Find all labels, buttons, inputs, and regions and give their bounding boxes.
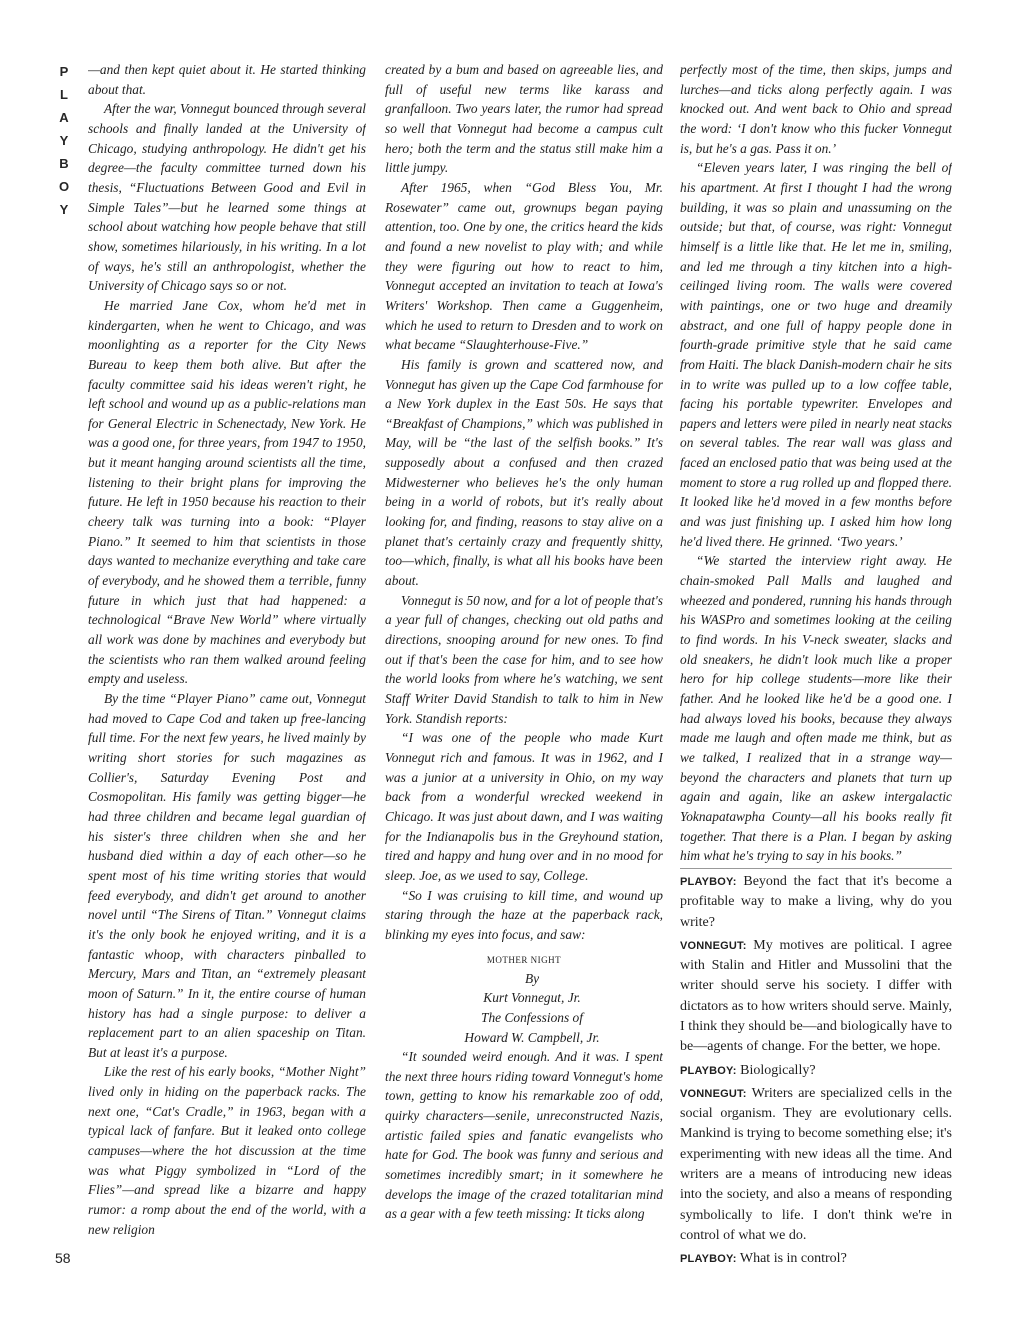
interview-entry xyxy=(680,872,952,933)
paragraph: By the time “Player Piano” came out, Vonnegut had moved to Cape Cod and taken up free-lancing full time. For the next few years, he lived mainly by writing short stories for such magazines as Collier's, Saturday Evening Post and Cosmopolitan. His family was getting bigger—he had three children and became legal guardian of his sister's three children when she and her husband died within a day of each other—so he spent most of his time writing stories that would feed everybody, and didn't get around to another novel until “The Sirens of Titan.” Vonnegut claims it's the only book he enjoyed writing, and it is a fantastic whoop, with characters pinballed to Mercury, Mars and Titan, an “extremely pleasant moon of Saturn.” In it, the entire course of human history has had a single purpose: to deliver a replacement part to an alien spaceship on Titan. But at least it's a purpose. xyxy=(88,691,366,1060)
sidebar-letter: B xyxy=(59,156,69,171)
paragraph: “It sounded weird enough. And it was. I spent the next three hours riding toward Vonnegut's home town, getting to know his remarkable zoo of odd, quirky characters—senile, unreconstructed Nazis, artistic failed spies and fanatic evangelists who hate for God. The book was funny and serious and sometimes incredibly smart; in it somewhere he develops the image of the crazed totalitarian mind as a gear with a few teeth missing: It ticks along xyxy=(385,1049,663,1222)
paragraph: He married Jane Cox, whom he'd met in kindergarten, when he went to Chicago, and was moonlighting as a reporter for the City News Bureau to keep them both alive. But after the faculty committee said his ideas weren't right, he left school and wound up as a public-relations man for General Electric in Schenectady, New York. He was a good one, for three years, from 1947 to 1950, but it meant hanging around scientists all the time, listening to their bright plans for improving the future. He left in 1950 because his reaction to their cheery talk was turning into a book: “Player Piano.” It seemed to him that scientists in those days wanted to mechanize everything and take care of everybody, and he showed them a terrible, funny future in which just that had happened: a technological “Brave New World” where virtually all work was done by machines and everybody but the scientists who ran them walked around feeling empty and useless. xyxy=(88,297,366,687)
sidebar-letter: O xyxy=(58,179,70,194)
book-author: Kurt Vonnegut, Jr. xyxy=(483,990,581,1006)
interview-text: Beyond the fact that it's become a profitable way to make a living, why do you write? xyxy=(680,873,952,930)
section-divider xyxy=(680,868,952,869)
interview-text: What is in control? xyxy=(739,1251,847,1267)
paragraph: “We started the interview right away. He chain-smoked Pall Malls and laughed and wheezed and pondered, running his hands through his WASPro and sometimes looking at the ceiling to find words. In his V-neck sweater, slacks and old sneakers, he didn't look much like a proper hero for hip college students—more like their father. And he looked like he'd be a good one. I had always loved his books, because they always made me laugh and often made me think, but as we talked, I realized that in a strange way—beyond the characters and planets that turn up again and again, like an askew intergalactic Yoknapatawpha County—all his books really fit together. That there is a Plan. I began by asking him what he's trying to say in his books.” xyxy=(680,553,952,864)
paragraph: After 1965, when “God Bless You, Mr. Rosewater” came out, grownups began paying attention, too. One by one, the critics heard the kids and found a new novelist to play with; and while they were figuring out how to react to him, Vonnegut accepted an invitation to teach at Iowa's Writers' Workshop. Then came a Guggenheim, which he used to return to Dresden and to work on what became “Slaughterhouse-Five.” xyxy=(385,179,663,353)
interview-entry xyxy=(680,1084,952,1246)
paragraph: Vonnegut is 50 now, and for a lot of people that's a year full of changes, checking out old paths and directions, snooping around for new ones. To find out if that's been the case for him, and to see how the world looks from where he's watching, we sent Staff Writer David Standish to talk to him in New York. Standish reports: xyxy=(385,592,663,726)
paragraph: “I was one of the people who made Kurt Vonnegut rich and famous. It was in 1962, and I was a junior at a university in Ohio, on my way back from a wonderful wrecked weekend in Chicago. It was just about dawn, and I was waiting for the Indianapolis bus in the Greyhound station, tired and happy and hung over and in no mood for sleep. Joe, as we used to say, College. xyxy=(385,730,663,883)
interview-entry xyxy=(680,936,952,1058)
book-by: By xyxy=(524,970,540,986)
sidebar-letter: Y xyxy=(59,133,69,148)
sidebar-letter: A xyxy=(59,110,69,125)
book-cover-quote xyxy=(385,951,663,1048)
interview-speaker: VONNEGUT: xyxy=(680,939,747,952)
book-subtitle: The Confessions of xyxy=(481,1009,583,1025)
paragraph: —and then kept quiet about it. He started thinking about that. xyxy=(88,62,366,97)
paragraph: Like the rest of his early books, “Mother Night” lived only in hiding on the paperback racks. The next one, “Cat's Cradle,” in 1963, began with a typical lack of fanfare. But it leaked onto college campuses—where the hot discussion at the time was what Piggy symbolized in “Lord of the Flies”—and spread like a bizarre and happy rumor: a romp about the end of the world, with a new religion xyxy=(88,1064,366,1237)
interview-speaker: PLAYBOY: xyxy=(680,875,737,888)
article-column-1 xyxy=(88,60,366,1290)
article-column-2 xyxy=(385,60,663,1290)
paragraph: His family is grown and scattered now, and Vonnegut has given up the Cape Cod farmhouse for a New York duplex in the East 50s. He says that “Breakfast of Champions,” which was published in May, will be “the last of the selfish books.” It's supposedly about a confused and then crazed Midwesterner who believes he's the only human being in a world of robots, but it's really about looking for, and finding, reasons to stay alive on a planet that's certainly crazy and frequently shitty, too—which, finally, is what all his books have been about. xyxy=(385,356,663,589)
sidebar-letter: P xyxy=(59,64,69,79)
paragraph: After the war, Vonnegut bounced through several schools and finally landed at the University of Chicago, studying anthropology. He didn't get his degree—the faculty committee turned down his thesis, “Fluctuations Between Good and Evil in Simple Tales”—but he learned some things at school about watching how people behave that still show, sometimes hilariously, in his writing. In a lot of ways, he's still an anthropologist, whether the University of Chicago says so or not. xyxy=(88,101,366,294)
paragraph: “So I was cruising to kill time, and wound up staring through the haze at the paperback rack, blinking my eyes into focus, and saw: xyxy=(385,887,663,942)
interview-text: Writers are specialized cells in the social organism. They are evolutionary cells. Mankind is trying to become something else; it's experimenting with new ideas all the time. And writers are a means of introducing new ideas into the society, and also a means of responding symbolically to life. I don't think we're in control of what we do. xyxy=(680,1085,952,1243)
article-column-3 xyxy=(680,60,952,1290)
book-subject: Howard W. Campbell, Jr. xyxy=(464,1029,600,1045)
paragraph: “Eleven years later, I was ringing the bell of his apartment. At first I thought I had the wrong building, it was so plain and unassuming on the outside; but that, of course, was right: Vonnegut himself is a little like that. He let me in, smiling, and led me through a tiny kitchen into a high-ceilinged living room. The walls were covered with paintings, one or two huge and dreamily abstract, and one full of happy people done in fourth-grade primitive style that he said came from Haiti. The black Danish-modern chair he sits in to write was pulled up to a low coffee table, facing his portable typewriter. Envelopes and papers and letters were piled in nearly neat stacks on several tables. The rear wall was glass and faced an enclosed patio that was being used at the moment to store a rug rolled up and flopped there. It looked like he'd moved in a few months before and was just finishing up. I asked him how long he'd lived there. He grinned. ‘Two years.’ xyxy=(680,160,952,549)
sidebar-letter: L xyxy=(60,87,68,102)
interview-speaker: PLAYBOY: xyxy=(680,1253,737,1266)
interview-speaker: PLAYBOY: xyxy=(680,1064,737,1077)
interview-speaker: VONNEGUT: xyxy=(680,1087,747,1100)
magazine-sidebar xyxy=(52,60,76,221)
sidebar-letter: Y xyxy=(59,202,69,217)
page-number: 58 xyxy=(55,1250,71,1266)
interview-text: My motives are political. I agree with Stalin and Hitler and Mussolini that the writer should serve his society. I differ with dictators as to how writers should serve. Mainly, I think they should be—and biologically have to be—agents of change. For the better, we hope. xyxy=(680,937,952,1055)
interview-entry xyxy=(680,1249,952,1269)
interview-text: Biologically? xyxy=(740,1062,816,1078)
book-title: MOTHER NIGHT xyxy=(486,954,562,965)
paragraph: created by a bum and based on agreeable lies, and full of useful new terms like karass and granfalloon. Two years later, the rumor had spread so well that Vonnegut had become a campus cult hero; both the term and the status still make him a little jumpy. xyxy=(385,62,663,176)
paragraph: perfectly most of the time, then skips, jumps and lurches—and ticks along perfectly again. I was knocked out. And went back to Ohio and spread the word: ‘I don't know who this fucker Vonnegut is, but he's a gas. Pass it on.’ xyxy=(680,62,952,156)
interview-entry xyxy=(680,1061,952,1081)
